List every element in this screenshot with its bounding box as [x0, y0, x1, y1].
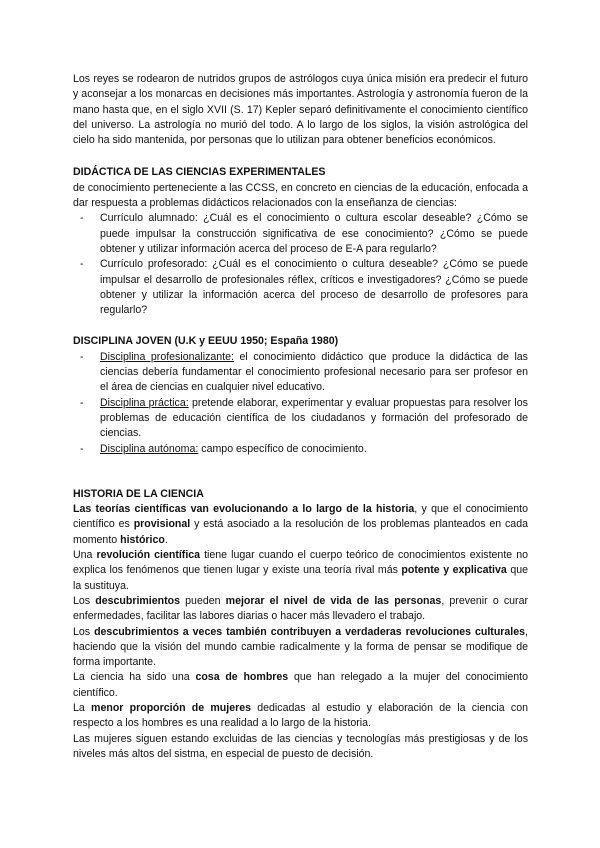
- disciplina-description: el conocimiento didáctico que produce la didáctica de las ciencias debería fundamentar el conocimiento profesional necesario para ser profesor en el área de ciencias en cualquier nivel educativo.: [100, 350, 528, 394]
- text-span: Los: [73, 594, 96, 607]
- historia-paragraph-6: [73, 701, 528, 732]
- text-span: .: [164, 533, 168, 546]
- historia-heading: HISTORIA DE LA CIENCIA: [73, 487, 204, 500]
- bold-text: potente y explicativa: [401, 564, 507, 577]
- didactica-section: [73, 165, 528, 318]
- text-span: pueden: [180, 594, 226, 607]
- bold-text: menor proporción de mujeres: [91, 701, 252, 714]
- didactica-heading: DIDÁCTICA DE LAS CIENCIAS EXPERIMENTALES: [73, 166, 326, 179]
- list-item: - Currículo profesorado: ¿Cuál es el conocimiento o cultura deseable? ¿Cómo se puede impulsar el desarrollo de profesionales réflex, críticos e investigadores? ¿Cómo se puede obtener y utilizar la información acerca del proceso de desarrollo de profesores para regularlo?: [91, 257, 528, 318]
- disciplina-description: pretende elaborar, experimentar y evaluar propuestas para resolver los problemas de educación científica de los ciudadanos y formación del profesorado de ciencias.: [100, 396, 528, 440]
- disciplina-section: [73, 334, 528, 456]
- text-span: La ciencia ha sido una: [73, 671, 196, 684]
- bold-text: mejorar el nivel de vida de las personas: [225, 594, 442, 607]
- historia-section: [73, 487, 528, 762]
- text-span: tiene lugar cuando el cuerpo teórico de conocimientos existente no explica los fenómenos que tienen lugar y existe una teoría rival más: [73, 549, 528, 577]
- text-span: , prevenir o curar enfermedades, facilitar las labores diarias o hacer más llevadero el trabajo.: [73, 594, 528, 623]
- disciplina-list: [73, 350, 528, 457]
- text-span: y está asociado a la resolución de los problemas planteados en cada momento: [73, 518, 528, 546]
- historia-paragraph-5: [73, 670, 528, 701]
- bold-text: descubrimientos a veces también contribuyen a verdaderas revoluciones culturales: [94, 625, 526, 638]
- historia-paragraph-4: [73, 625, 528, 671]
- intro-section: [73, 72, 528, 148]
- text-span: dedicadas al estudio y elaboración de la ciencia con respecto a los hombres es una realidad a lo largo de la historia.: [73, 701, 528, 730]
- list-item: [91, 350, 528, 396]
- text-span: , haciendo que la visión del mundo cambie radicalmente y la forma de pensar se modifique de forma importante.: [73, 625, 528, 669]
- bold-text: descubrimientos: [95, 594, 181, 607]
- didactica-list: [73, 211, 528, 318]
- text-span: que la sustituya.: [73, 564, 528, 592]
- bold-text: provisional: [133, 518, 191, 531]
- disciplina-term: Disciplina profesionalizante:: [100, 350, 234, 363]
- historia-paragraph-2: [73, 548, 528, 594]
- list-item: [91, 442, 528, 457]
- historia-paragraph-1: [73, 502, 528, 548]
- bold-text: Las teorías científicas van evolucionando a lo largo de la historia: [73, 503, 415, 516]
- list-item: [91, 396, 528, 442]
- disciplina-description: campo específico de conocimiento.: [198, 442, 367, 455]
- disciplina-term: Disciplina práctica:: [100, 396, 189, 409]
- text-span: , y que el conocimiento científico es: [73, 503, 528, 531]
- bold-text: histórico: [120, 533, 165, 546]
- intro-paragraph: Los reyes se rodearon de nutridos grupos de astrólogos cuya única misión era predecir el futuro y aconsejar a los monarcas en decisiones más importantes. Astrología y astronomía fueron de la mano hasta que, en el siglo XVII (S. 17) Kepler separó definitivamente el conocimiento científico del universo. La astrología no murió del todo. A lo largo de los siglos, la visión astrológica del cielo ha sido mantenida, por personas que lo utilizan para obtener beneficios económicos.: [73, 73, 528, 147]
- list-item: - Currículo alumnado: ¿Cuál es el conocimiento o cultura escolar deseable? ¿Cómo se puede impulsar la construcción significativa de ese conocimiento? ¿Cómo se puede obtener y utilizar información acerca del proceso de E-A para regularlo?: [91, 211, 528, 257]
- didactica-intro: de conocimiento perteneciente a las CCSS, en concreto en ciencias de la educación, enfocada a dar respuesta a problemas didácticos relacionados con la enseñanza de ciencias:: [73, 181, 528, 210]
- historia-paragraph-7: Las mujeres siguen estando excluidas de las ciencias y tecnologías más prestigiosas y de los niveles más altos del sistma, en especial de puesto de decisión.: [73, 732, 528, 760]
- historia-paragraph-3: [73, 594, 528, 625]
- disciplina-heading: DISCIPLINA JOVEN (U.K y EEUU 1950; España 1980): [73, 335, 339, 348]
- bold-text: cosa de hombres: [195, 671, 289, 684]
- disciplina-term: Disciplina autónoma:: [100, 442, 199, 455]
- bold-text: revolución científica: [96, 549, 201, 562]
- text-span: Los: [73, 625, 95, 638]
- text-span: La: [73, 701, 92, 714]
- text-span: Una: [73, 549, 97, 562]
- text-span: que han relegado a la mujer del conocimiento científico.: [73, 671, 529, 699]
